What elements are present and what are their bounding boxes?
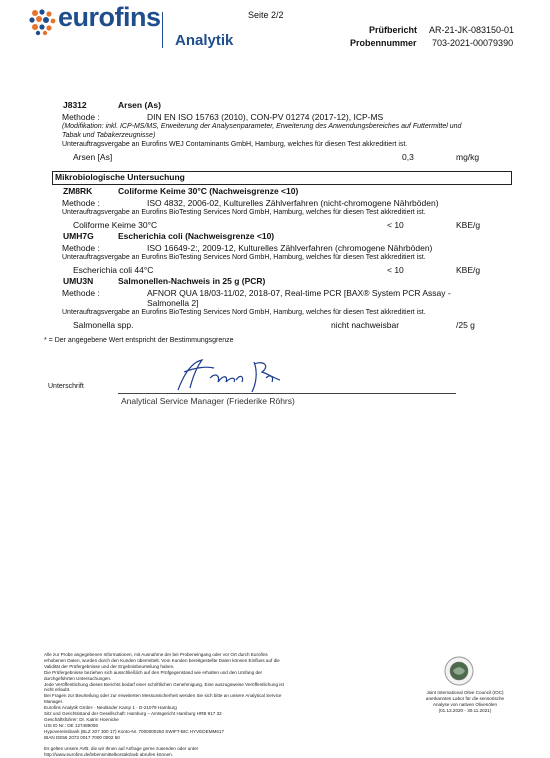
arsen-result-name: Arsen [As] — [73, 152, 113, 162]
salmonellen-result-unit: /25 g — [456, 320, 475, 330]
ecoli-title: Escherichia coli (Nachweisgrenze <10) — [118, 231, 275, 241]
ecoli-result-unit: KBE/g — [456, 265, 481, 275]
footer-line: Validität der Prüfergebnisse und der Ergebnisbeurteilung haben. — [44, 663, 175, 669]
footer-line: Hypovereinsbank (BLZ 207 300 17) Konto-Nr. 7000000250 SWIFT-BIC HYVEDEMM617 — [44, 728, 225, 734]
ioc-line2: anerkanntes Labor für die sensorische — [425, 695, 505, 701]
salmonellen-methode-value2: Salmonella 2] — [147, 298, 199, 308]
arsen-result-unit: mg/kg — [456, 152, 480, 162]
footer-line: USt ID Nr.: DE 127489006 — [44, 722, 98, 728]
coliforme-title: Coliforme Keime 30°C (Nachweisgrenze <10) — [118, 186, 299, 196]
page-number: Seite 2/2 — [248, 10, 284, 20]
coliforme-result-name: Coliforme Keime 30°C — [73, 220, 158, 230]
footer-line: erhobenen Daten, wurden durch den Kunden übermittelt. Vom Kunden bereitgestellte Daten können Einfluss auf die — [44, 657, 280, 663]
arsen-note-line1: (Modifikation: inkl. ICP-MS/MS, Erweiterung der Analysenparameter, Erweiterung des Anwendungsbereiches auf Futtermittel und — [62, 123, 462, 130]
eurofins-dots-icon — [28, 8, 56, 36]
report-label: Prüfbericht — [369, 25, 418, 35]
coliforme-methode-value: ISO 4832, 2006-02, Kulturelles Zählverfahren (nicht-chromogene Nährböden) — [147, 198, 439, 208]
ioc-line1: Joint International Olive Council (IOC) — [426, 690, 504, 695]
arsen-subcontract: Unterauftragsvergabe an Eurofins WEJ Contaminants GmbH, Hamburg, welches für diesen Test akkreditiert ist. — [62, 141, 408, 148]
logo-subtitle: Analytik — [175, 32, 234, 49]
footer-line: Manager. — [44, 699, 64, 705]
ecoli-subcontract: Unterauftragsvergabe an Eurofins BioTesting Services Nord GmbH, Hamburg, welches für diesen Test akkreditiert ist. — [62, 254, 426, 261]
footer-line: IBAN DE56 2073 0017 7000 0002 50 — [44, 734, 120, 740]
footer-line: nicht erlaubt. — [44, 687, 71, 693]
coliforme-methode-label: Methode : — [62, 198, 100, 208]
salmonellen-code: UMU3N — [63, 276, 94, 286]
footer-line: durchgeführten Untersuchungen. — [44, 675, 112, 681]
ioc-seal-icon — [444, 656, 474, 686]
ioc-seal — [444, 656, 474, 691]
ecoli-methode-label: Methode : — [62, 243, 100, 253]
coliforme-result-unit: KBE/g — [456, 220, 481, 230]
arsen-title: Arsen (As) — [118, 100, 161, 110]
ecoli-methode-value: ISO 16649-2:, 2009-12, Kulturelles Zählverfahren (chromogene Nährböden) — [147, 243, 433, 253]
footer-legal-text — [44, 652, 344, 758]
footer-line: Jede Veröffentlichung dieses Berichts bedarf einer schriftlichen Genehmigung. Eine auszugsweise Veröffentlichung ist — [44, 681, 284, 687]
report-value: AR-21-JK-083150-01 — [429, 25, 515, 35]
salmonellen-title: Salmonellen-Nachweis in 25 g (PCR) — [118, 276, 266, 286]
ecoli-result-value: < 10 — [387, 265, 404, 275]
sample-label: Probennummer — [350, 38, 417, 48]
ioc-line3: Analyse von nativen Olivenölen — [432, 701, 498, 707]
logo-text: eurofins — [58, 2, 161, 32]
footer-line: Bei Fragen zur Beurteilung oder zur erweiterten Messunsicherheit wenden Sie sich bitte an unsere Analytical Service — [44, 693, 282, 699]
ecoli-code: UMH7G — [63, 231, 94, 241]
ioc-line4: (01.12.2020 - 30.11.2021) — [438, 707, 492, 713]
salmonellen-result-value: nicht nachweisbar — [331, 320, 400, 330]
salmonellen-methode-value1: AFNOR QUA 18/03-11/02, 2018-07, Real-time PCR [BAX® System PCR Assay - — [147, 288, 451, 298]
footer-line: Geschäftsführer: Dr. Katrin Hoenicke — [44, 716, 119, 722]
ecoli-result-name: Escherichia coli 44°C — [73, 265, 154, 275]
arsen-methode-value: DIN EN ISO 15763 (2010), CON-PV 01274 (2017-12), ICP-MS — [147, 112, 384, 122]
footer-line: Eurofins Analytik GmbH · Neuländer Kamp 1 · D-21079 Hamburg — [44, 705, 177, 711]
footnote: * = Der angegebene Wert entspricht der Bestimmungsgrenze — [44, 337, 234, 344]
signature-name: Analytical Service Manager (Friederike Röhrs) — [121, 396, 295, 406]
arsen-methode-label: Methode : — [62, 112, 100, 122]
salmonellen-subcontract: Unterauftragsvergabe an Eurofins BioTesting Services Nord GmbH, Hamburg, welches für diesen Test akkreditiert ist. — [62, 309, 426, 316]
section-title: Mikrobiologische Untersuchung — [55, 172, 185, 182]
footer-line: Es gelten unsere AVB, die wir Ihnen auf Anfrage gerne zusenden oder unter — [44, 746, 199, 752]
footer-line: Alle zur Probe angegebenen Informationen, mit Ausnahme der bei Probeneingang oder vor Ort durch Eurofins — [44, 652, 268, 657]
signature-line — [118, 393, 456, 394]
coliforme-result-value: < 10 — [387, 220, 404, 230]
salmonellen-methode-label: Methode : — [62, 288, 100, 298]
footer-line: Sitz und Gerichtsstand der Gesellschaft: Hamburg – Amtsgericht Hamburg HRB 917 32 — [44, 711, 222, 717]
eurofins-logo — [28, 8, 56, 36]
arsen-result-value: 0,3 — [402, 152, 414, 162]
coliforme-code: ZM8RK — [63, 186, 93, 196]
footer-line: http://www.eurofins.de/lebensmittelkontakt/avb abrufen können. — [44, 752, 173, 758]
salmonellen-result-name: Salmonella spp. — [73, 320, 134, 330]
signature-label: Unterschrift — [48, 383, 84, 390]
logo-divider — [162, 12, 163, 48]
footer-line: Die Prüfergebnisse beziehen sich ausschließlich auf den Prüfgegenstand wie erhalten und den Umfang der — [44, 669, 263, 675]
arsen-code: J8312 — [63, 100, 87, 110]
sample-value: 703-2021-00079390 — [432, 38, 514, 48]
arsen-note-line2: Tabak und Tabakerzeugnisse) — [62, 132, 156, 139]
coliforme-subcontract: Unterauftragsvergabe an Eurofins BioTesting Services Nord GmbH, Hamburg, welches für diesen Test akkreditiert ist. — [62, 209, 426, 216]
